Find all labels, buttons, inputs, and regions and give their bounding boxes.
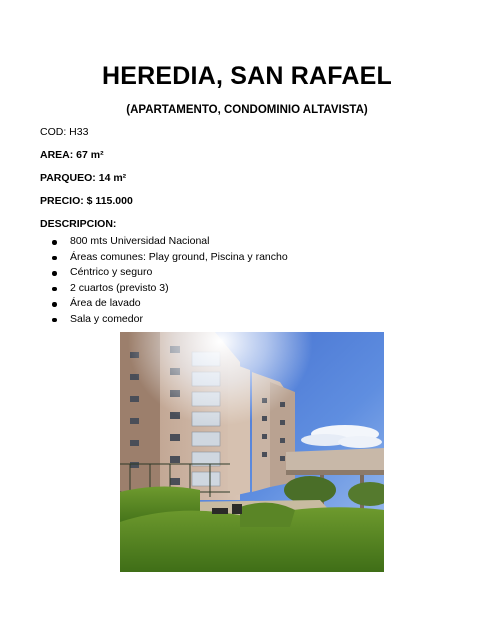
list-item: Sala y comedor	[0, 312, 288, 328]
apartment-building-photo	[120, 332, 384, 572]
list-item: 800 mts Universidad Nacional	[0, 234, 288, 250]
list-item: Céntrico y seguro	[0, 265, 288, 281]
list-item: Área de lavado	[0, 296, 288, 312]
bullet-icon	[52, 302, 57, 307]
bullet-icon	[52, 240, 57, 245]
field-cod: COD: H33	[40, 126, 89, 138]
listing-title: HEREDIA, SAN RAFAEL	[102, 62, 392, 90]
listing-subtitle: (APARTAMENTO, CONDOMINIO ALTAVISTA)	[126, 104, 368, 116]
property-photo	[120, 332, 384, 572]
bullet-icon	[52, 287, 57, 292]
bullet-icon	[52, 271, 57, 276]
field-precio: PRECIO: $ 115.000	[40, 195, 133, 207]
field-parqueo: PARQUEO: 14 m²	[40, 172, 127, 184]
field-area: AREA: 67 m²	[40, 149, 104, 161]
list-item: Áreas comunes: Play ground, Piscina y rancho	[0, 250, 288, 266]
bullet-icon	[52, 256, 57, 261]
bullet-icon	[52, 318, 57, 323]
list-item: 2 cuartos (previsto 3)	[0, 281, 288, 297]
description-list	[0, 234, 288, 327]
field-descripcion: DESCRIPCION:	[40, 218, 117, 230]
